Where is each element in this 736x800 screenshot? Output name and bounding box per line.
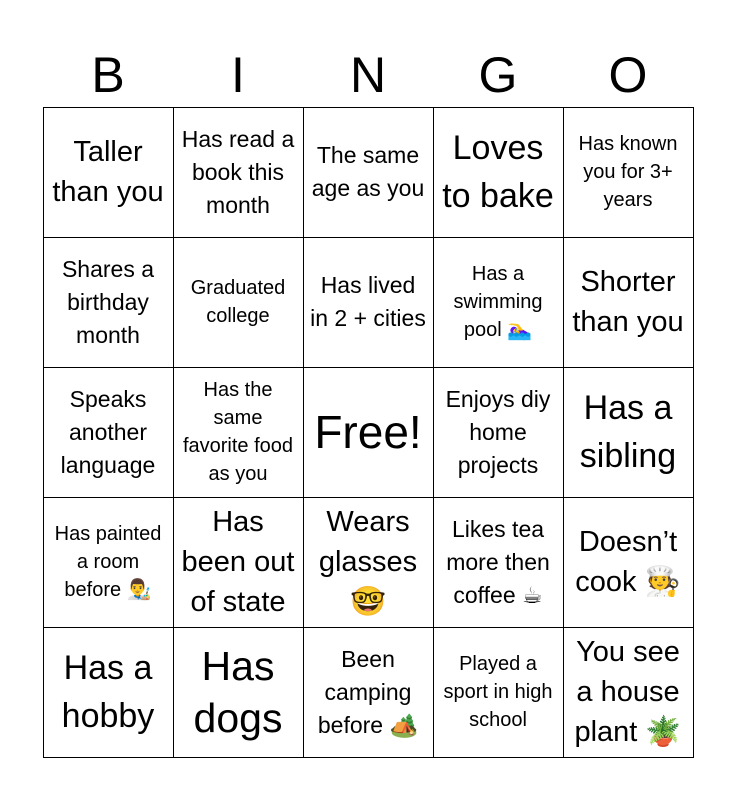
- bingo-cell[interactable]: [173, 237, 304, 368]
- bingo-cell[interactable]: [563, 237, 694, 368]
- bingo-cell-text: Has known you for 3+ years: [578, 133, 678, 211]
- bingo-cell-text: Graduated college: [190, 277, 286, 327]
- bingo-cell-text: Has read a book this month: [181, 125, 295, 218]
- bingo-cell[interactable]: [43, 627, 174, 758]
- header-letter-b: B: [91, 47, 125, 103]
- bingo-cell[interactable]: [303, 497, 434, 628]
- bingo-cell-text: Has a swimming pool 🏊‍♀️: [453, 263, 543, 341]
- bingo-cell[interactable]: [43, 107, 174, 238]
- bingo-header: [43, 42, 693, 108]
- bingo-cell-text: The same age as you: [311, 142, 425, 201]
- bingo-cell[interactable]: [43, 497, 174, 628]
- bingo-cell[interactable]: [43, 367, 174, 498]
- bingo-cell[interactable]: [563, 107, 694, 238]
- bingo-cell[interactable]: [433, 497, 564, 628]
- bingo-cell-text: Shares a birthday month: [61, 255, 155, 348]
- bingo-cell-text: Played a sport in high school: [443, 653, 553, 731]
- bingo-cell-text: Wears glasses 🤓: [318, 506, 418, 618]
- bingo-cell[interactable]: [303, 237, 434, 368]
- bingo-cell-text: Been camping before 🏕️: [317, 645, 419, 738]
- bingo-cell-text: Shorter than you: [572, 266, 684, 338]
- bingo-cell-text: Speaks another language: [60, 385, 156, 478]
- bingo-cell[interactable]: [303, 107, 434, 238]
- bingo-cell[interactable]: [173, 627, 304, 758]
- header-letter-o: O: [608, 47, 648, 103]
- bingo-cell-text: Has lived in 2 + cities: [310, 272, 426, 331]
- bingo-cell[interactable]: [433, 367, 564, 498]
- bingo-cell-text: Has a hobby: [61, 649, 155, 735]
- bingo-cell-text: Has a sibling: [579, 389, 677, 475]
- bingo-cell[interactable]: [43, 237, 174, 368]
- bingo-cell-text: Doesn’t cook 🧑‍🍳: [575, 526, 681, 598]
- bingo-board: [43, 107, 693, 757]
- free-space-text: Free!: [314, 406, 422, 458]
- bingo-cell-text: Enjoys diy home projects: [445, 385, 551, 478]
- bingo-cell[interactable]: [433, 627, 564, 758]
- bingo-cell-text: Has dogs: [193, 643, 283, 741]
- free-space-cell[interactable]: [303, 367, 434, 498]
- bingo-cell-text: Taller than you: [52, 136, 164, 208]
- bingo-cell-text: Has the same favorite food as you: [182, 379, 294, 485]
- bingo-cell-text: Has been out of state: [181, 506, 295, 618]
- bingo-cell-text: You see a house plant 🪴: [574, 636, 682, 748]
- bingo-cell[interactable]: [303, 627, 434, 758]
- header-letter-n: N: [349, 47, 387, 103]
- bingo-cell[interactable]: [433, 107, 564, 238]
- bingo-cell[interactable]: [173, 107, 304, 238]
- bingo-cell-text: Loves to bake: [442, 129, 554, 215]
- bingo-cell[interactable]: [563, 497, 694, 628]
- bingo-cell[interactable]: [433, 237, 564, 368]
- header-letter-g: G: [478, 47, 518, 103]
- bingo-cell[interactable]: [173, 367, 304, 498]
- bingo-cell[interactable]: [563, 627, 694, 758]
- bingo-cell-text: Has painted a room before 👨‍🎨: [54, 523, 162, 601]
- bingo-cell[interactable]: [173, 497, 304, 628]
- bingo-cell[interactable]: [563, 367, 694, 498]
- header-letter-i: I: [231, 47, 245, 103]
- bingo-cell-text: Likes tea more then coffee ☕: [446, 515, 550, 608]
